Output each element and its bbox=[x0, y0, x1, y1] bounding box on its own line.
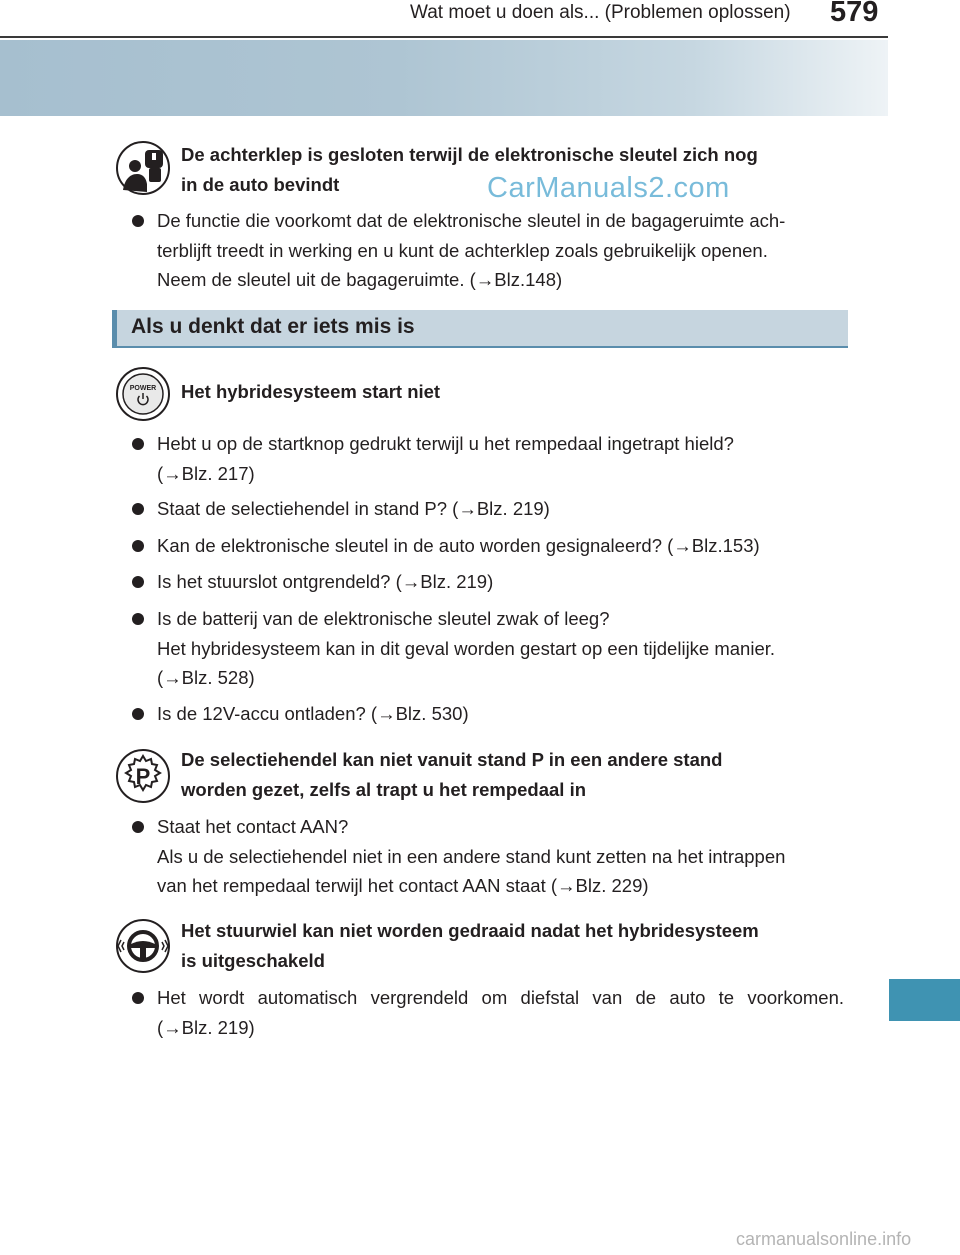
power-button-icon bbox=[115, 366, 171, 422]
list-item: Staat de selectiehendel in stand P? (→Blz. 219) bbox=[132, 494, 844, 524]
watermark-footer: carmanualsonline.info bbox=[736, 1229, 912, 1249]
key-person-icon bbox=[115, 140, 171, 196]
page-number: 579 bbox=[830, 0, 879, 28]
power-label: POWER bbox=[129, 385, 157, 392]
watermark-carmanuals: CarManuals2.com bbox=[487, 172, 730, 204]
bullet-dot bbox=[132, 613, 144, 625]
list-item-tailgate: De functie die voorkomt dat de elektronische sleutel in de bagageruimte ach- terblijft treedt in werking en u kunt de achterklep zoals gebruikelijk openen. Neem de sleutel uit de bagageruimte. (→Blz.148) bbox=[132, 206, 844, 295]
list-item: Kan de elektronische sleutel in de auto worden gesignaleerd? (→Blz.153) bbox=[132, 531, 844, 561]
header-rule bbox=[0, 36, 888, 38]
topic-title-steering: Het stuurwiel kan niet worden gedraaid nadat het hybridesysteem is uitgeschakeld bbox=[181, 920, 759, 971]
topic-title-shift-lever: De selectiehendel kan niet vanuit stand P in een andere stand worden gezet, zelfs al trapt u het rempedaal in bbox=[181, 749, 723, 800]
section-header-bar bbox=[112, 310, 848, 348]
bullet-dot bbox=[132, 540, 144, 552]
list-item: Is het stuurslot ontgrendeld? (→Blz. 219) bbox=[132, 567, 844, 597]
chapter-side-tab bbox=[889, 979, 960, 1021]
list-item: Hebt u op de startknop gedrukt terwijl u het rempedaal ingetrapt hield? (→Blz. 217) bbox=[132, 429, 844, 488]
topic-title-hybrid-start: Het hybridesysteem start niet bbox=[181, 381, 441, 402]
steering-wheel-icon bbox=[115, 918, 171, 974]
header-band bbox=[0, 40, 888, 116]
bullet-dot bbox=[132, 215, 144, 227]
running-header-title: Wat moet u doen als... (Problemen oplossen) bbox=[410, 2, 791, 23]
bullet-dot bbox=[132, 821, 144, 833]
bullet-dot bbox=[132, 708, 144, 720]
list-item: Is de batterij van de elektronische sleutel zwak of leeg? Het hybridesysteem kan in dit geval worden gestart op een tijdelijke manier. (→Blz. 528) bbox=[132, 604, 844, 693]
list-item-steering: Het wordt automatisch vergrendeld om diefstal van de auto te voorkomen. (→Blz. 219) bbox=[132, 983, 844, 1042]
list-item: Is de 12V-accu ontladen? (→Blz. 530) bbox=[132, 699, 844, 729]
topic-title-tailgate: De achterklep is gesloten terwijl de elektronische sleutel zich nog in de auto bevindt bbox=[181, 144, 758, 195]
list-item-shift-lever: Staat het contact AAN? Als u de selectiehendel niet in een andere stand kunt zetten na het intrappen van het rempedaal terwijl het contact AAN staat (→Blz. 229) bbox=[132, 812, 844, 901]
p-letter: P bbox=[135, 764, 151, 789]
bullet-dot bbox=[132, 503, 144, 515]
bullet-dot bbox=[132, 992, 144, 1004]
section-title: Als u denkt dat er iets mis is bbox=[131, 315, 415, 338]
bullet-dot bbox=[132, 438, 144, 450]
bullet-dot bbox=[132, 576, 144, 588]
p-gear-icon bbox=[115, 748, 171, 804]
